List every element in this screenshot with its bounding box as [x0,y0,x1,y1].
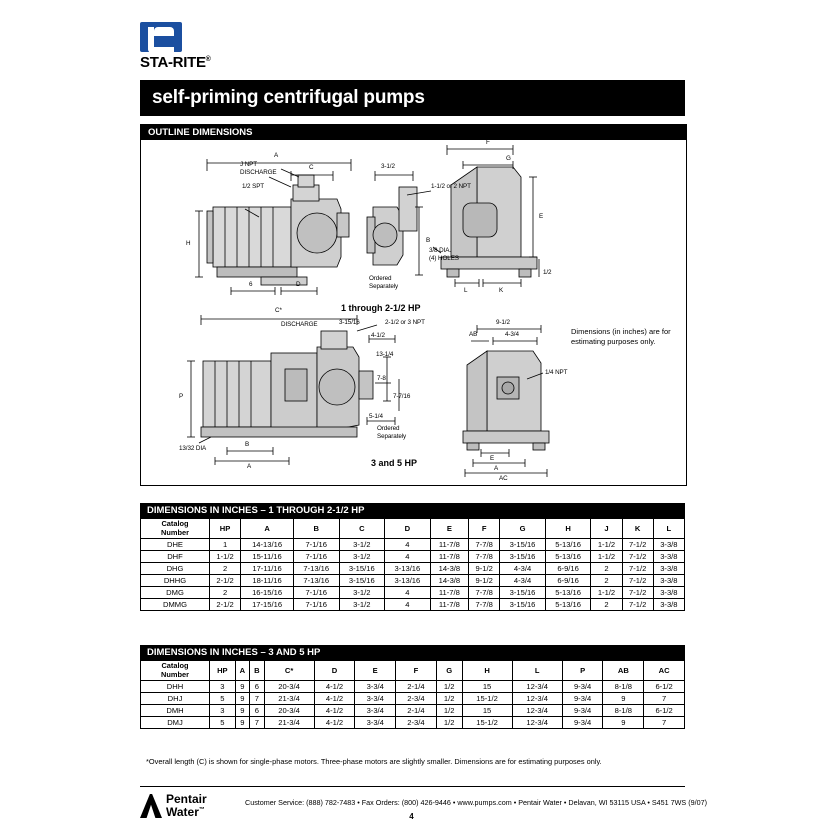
table-cell: 7-1/2 [622,575,653,587]
table-cell: 20-3/4 [264,705,314,717]
table-cell: 15 [462,705,512,717]
table-row [141,693,685,705]
dimensions-table-1 [140,518,685,611]
table-cell: 2-3/4 [396,717,437,729]
table-cell: 1/2 [436,681,462,693]
label-13-32-dia: 13/32 DIA [179,445,207,452]
table-cell: 4 [385,539,431,551]
table-cell: 7-1/2 [622,539,653,551]
dim-label-c-star: C* [275,307,282,314]
table-cell: 16-15/16 [241,587,294,599]
table-cell: 17-11/16 [241,563,294,575]
table-cell: 3-1/2 [339,539,385,551]
table-cell: 2 [210,563,241,575]
col-header-ac: AC [644,661,685,681]
table-row [141,599,685,611]
table-cell: 3-15/16 [500,587,546,599]
table-cell: 4-1/2 [314,681,355,693]
table-cell: 9 [235,681,249,693]
label-j-npt-discharge: J NPT DISCHARGE [240,161,277,176]
table-cell: 9-3/4 [562,681,603,693]
col-header-hp: HP [210,519,241,539]
table-cell: 4-1/2 [314,705,355,717]
table-cell: 8-1/8 [603,705,644,717]
table-cell: 14-3/8 [430,563,468,575]
table-cell: 15-1/2 [462,717,512,729]
table-cell: 15 [462,681,512,693]
table-cell: 3-3/8 [653,575,684,587]
table-cell: 7-1/16 [293,587,339,599]
table-cell: 3-3/4 [355,705,396,717]
table-cell: 9-3/4 [562,693,603,705]
table-cell: 6-9/16 [545,575,591,587]
table-cell: 17-15/16 [241,599,294,611]
table-cell: 7 [250,693,264,705]
table-cell: 1/2 [436,705,462,717]
table-cell: 9 [235,705,249,717]
col-header-catalog-number: Catalog Number [141,661,210,681]
table-cell: 7 [644,717,685,729]
table-cell: 15-1/2 [462,693,512,705]
table-cell: 5-13/16 [545,587,591,599]
table-cell: 9 [235,693,249,705]
cell-catalog-number: DHF [141,551,210,563]
cell-catalog-number: DHE [141,539,210,551]
table-cell: 2 [210,587,241,599]
table-cell: 9-3/4 [562,717,603,729]
table-cell: 4-1/2 [314,693,355,705]
col-header-c-: C* [264,661,314,681]
col-header-ab: AB [603,661,644,681]
table-cell: 3-13/16 [385,575,431,587]
table-cell: 7-1/2 [622,599,653,611]
table-cell: 9 [603,717,644,729]
table-cell: 21-3/4 [264,693,314,705]
table-cell: 3-3/8 [653,563,684,575]
table-cell: 7-7/8 [469,587,500,599]
footer-contact-info: Customer Service: (888) 782-7483 • Fax Orders: (800) 426-9446 • www.pumps.com • Pentair Water • Delavan, WI 53115 USA • S451 7WS (9/07) [245,798,707,807]
col-header-j: J [591,519,622,539]
label-2-1-2-or-3-npt: 2-1/2 or 3 NPT [385,319,425,326]
cell-catalog-number: DMJ [141,717,210,729]
table-header-row [141,519,685,539]
table-cell: 11-7/8 [430,587,468,599]
table-cell: 7-1/16 [293,551,339,563]
col-header-e: E [430,519,468,539]
page-number: 4 [409,812,414,821]
table-cell: 5-13/16 [545,599,591,611]
col-header-catalog-number: Catalog Number [141,519,210,539]
figure-caption-bottom: 3 and 5 HP [371,458,418,468]
dim-label-6: 6 [249,281,253,288]
dim-label-7-7-16: 7-7/16 [393,393,411,400]
table-cell: 6 [250,705,264,717]
table-cell: 7-1/16 [293,599,339,611]
label-3-8-dia-4-holes: 3/8 DIA. (4) HOLES [429,247,459,262]
page-title: self-priming centrifugal pumps [152,87,425,108]
table-cell: 3-3/8 [653,599,684,611]
table-cell: 9 [235,717,249,729]
table-cell: 4-3/4 [500,563,546,575]
col-header-d: D [314,661,355,681]
table-cell: 5-13/16 [545,551,591,563]
dim-label-d-top: D [296,281,301,288]
table-cell: 4-3/4 [500,575,546,587]
table-cell: 4 [385,551,431,563]
table-cell: 3-1/2 [339,599,385,611]
table-cell: 4 [385,599,431,611]
label-half-spt: 1/2 SPT [242,183,265,190]
col-header-l: L [653,519,684,539]
footer-divider [140,786,685,787]
col-header-h: H [462,661,512,681]
cell-catalog-number: DHH [141,681,210,693]
table-cell: 9-1/2 [469,563,500,575]
table-cell: 5-13/16 [545,539,591,551]
pentair-line-2: Water [166,804,199,819]
table-cell: 7-1/2 [622,587,653,599]
dim-label-ac: AC [499,475,508,482]
dim-label-p: P [179,393,184,400]
dim-label-7-8: 7-8 [377,375,386,382]
dim-label-k-top: K [499,287,504,294]
table-cell: 2-1/4 [396,705,437,717]
logo-wordmark: STA-RITE [140,54,206,71]
table-row [141,587,685,599]
dimensions-table-2-title: DIMENSIONS IN INCHES – 3 AND 5 HP [140,645,685,660]
dimensions-table-2-section [140,645,685,729]
dim-label-g-top: G [506,155,511,162]
table-cell: 3-1/2 [339,587,385,599]
table-cell: 6-1/2 [644,705,685,717]
dim-label-a-bottom: A [247,463,252,470]
col-header-e: E [355,661,396,681]
table-cell: 14-13/16 [241,539,294,551]
table-cell: 3-13/16 [385,563,431,575]
dimensions-table-2 [140,660,685,729]
table-cell: 3-15/16 [339,575,385,587]
col-header-h: H [545,519,591,539]
dim-label-a-top: A [274,152,279,159]
table-cell: 7-1/16 [293,539,339,551]
sta-rite-logo-text [140,54,211,71]
label-ordered-separately-bottom: Ordered Separately [377,425,407,440]
table-row [141,551,685,563]
col-header-f: F [396,661,437,681]
table-cell: 12-3/4 [512,705,562,717]
dimensions-table-1-section [140,503,685,611]
sta-rite-logo [140,22,260,70]
sta-rite-logo-mark [140,22,182,52]
logo-registered-mark: ® [205,56,211,63]
dim-label-c-top: C [309,164,314,171]
dim-label-ab: AB [469,331,478,338]
table-cell: 5 [210,693,236,705]
table-cell: 3-15/16 [500,599,546,611]
table-row [141,575,685,587]
table-cell: 7-1/2 [622,551,653,563]
dim-label-a-bottom-right: A [494,465,499,472]
dim-label-h-top: H [186,240,191,247]
table-cell: 12-3/4 [512,681,562,693]
col-header-g: G [436,661,462,681]
table-cell: 1-1/2 [591,587,622,599]
table-cell: 7-13/16 [293,563,339,575]
dim-label-13-1-4: 13-1/4 [376,351,394,358]
table-cell: 1-1/2 [591,539,622,551]
label-discharge-bottom: DISCHARGE [281,321,318,328]
table-cell: 20-3/4 [264,681,314,693]
dimensions-table-1-title: DIMENSIONS IN INCHES – 1 THROUGH 2-1/2 HP [140,503,685,518]
outline-dimensions-header-label: OUTLINE DIMENSIONS [148,127,253,138]
table-cell: 5 [210,717,236,729]
col-header-k: K [622,519,653,539]
table-cell: 7-1/2 [622,563,653,575]
table-cell: 21-3/4 [264,717,314,729]
table-cell: 6 [250,681,264,693]
dim-label-b-top: B [426,237,431,244]
table-cell: 7-7/8 [469,599,500,611]
table-cell: 3-15/16 [339,563,385,575]
dim-label-f-top: F [486,139,490,146]
table-cell: 1/2 [436,693,462,705]
dim-label-4-1-2: 4-1/2 [371,332,385,339]
cell-catalog-number: DMG [141,587,210,599]
table-cell: 4-1/2 [314,717,355,729]
table-cell: 11-7/8 [430,599,468,611]
table-cell: 9-1/2 [469,575,500,587]
col-header-c: C [339,519,385,539]
table-cell: 2 [591,575,622,587]
table-cell: 2-1/4 [396,681,437,693]
table-cell: 1-1/2 [591,551,622,563]
table-cell: 12-3/4 [512,693,562,705]
table-cell: 2-3/4 [396,693,437,705]
table-cell: 1 [210,539,241,551]
table-cell: 3-3/8 [653,587,684,599]
table-cell: 9-3/4 [562,705,603,717]
table-cell: 11-7/8 [430,539,468,551]
table-cell: 2-1/2 [210,575,241,587]
dim-label-3-15-16: 3-15/16 [339,319,360,326]
table-cell: 3-3/4 [355,693,396,705]
col-header-a: A [235,661,249,681]
table-row [141,705,685,717]
table-cell: 3-3/8 [653,551,684,563]
table-cell: 8-1/8 [603,681,644,693]
dim-label-9-1-2: 9-1/2 [496,319,510,326]
table-cell: 15-11/16 [241,551,294,563]
table-cell: 3 [210,705,236,717]
dim-label-3-1-2: 3-1/2 [381,163,395,170]
col-header-hp: HP [210,661,236,681]
table-cell: 1/2 [436,717,462,729]
table-row [141,717,685,729]
table-cell: 7 [250,717,264,729]
table-cell: 7-7/8 [469,551,500,563]
table-row [141,563,685,575]
table-cell: 2 [591,599,622,611]
table-cell: 3-3/4 [355,717,396,729]
col-header-b: B [293,519,339,539]
table-cell: 6-1/2 [644,681,685,693]
col-header-l: L [512,661,562,681]
table-cell: 18-11/16 [241,575,294,587]
table-footnote: *Overall length (C) is shown for single-phase motors. Three-phase motors are slightly smaller. Dimensions are for estimating purposes only. [146,757,602,766]
page-title-bar [140,80,685,116]
col-header-d: D [385,519,431,539]
table-cell: 11-7/8 [430,551,468,563]
cell-catalog-number: DHJ [141,693,210,705]
label-1-1-2-or-2-npt: 1-1/2 or 2 NPT [431,183,471,190]
table-cell: 3-15/16 [500,551,546,563]
dimensions-note: Dimensions (in inches) are for estimating purposes only. [571,327,671,347]
figure-caption-top: 1 through 2-1/2 HP [341,303,421,313]
dim-label-e-bottom: E [490,455,495,462]
table-cell: 4 [385,587,431,599]
col-header-f: F [469,519,500,539]
cell-catalog-number: DHG [141,563,210,575]
cell-catalog-number: DMH [141,705,210,717]
table-cell: 14-3/8 [430,575,468,587]
dim-label-b-bottom: B [245,441,250,448]
table-cell: 7-13/16 [293,575,339,587]
cell-catalog-number: DMMG [141,599,210,611]
table-cell: 3-3/4 [355,681,396,693]
pentair-line-1: Pentair [166,792,207,806]
table-cell: 1-1/2 [210,551,241,563]
dim-label-half: 1/2 [543,269,552,276]
label-ordered-separately-top: Ordered Separately [369,275,399,290]
pentair-trademark: ™ [198,806,205,813]
table-cell: 12-3/4 [512,717,562,729]
table-cell: 9 [603,693,644,705]
dim-label-e-top: E [539,213,544,220]
table-row [141,681,685,693]
col-header-a: A [241,519,294,539]
col-header-g: G [500,519,546,539]
table-cell: 2 [591,563,622,575]
table-cell: 3-3/8 [653,539,684,551]
table-cell: 2-1/2 [210,599,241,611]
table-cell: 3-15/16 [500,539,546,551]
label-1-4-npt: 1/4 NPT [545,369,568,376]
dim-label-5-1-4: 5-1/4 [369,413,383,420]
outline-dimensions-panel [140,124,687,486]
cell-catalog-number: DHHG [141,575,210,587]
dim-label-l-top: L [464,287,468,294]
table-header-row [141,661,685,681]
col-header-b: B [250,661,264,681]
table-cell: 6-9/16 [545,563,591,575]
table-cell: 3 [210,681,236,693]
table-row [141,539,685,551]
table-cell: 7 [644,693,685,705]
table-cell: 3-1/2 [339,551,385,563]
dim-label-4-3-4: 4-3/4 [505,331,519,338]
table-cell: 7-7/8 [469,539,500,551]
col-header-p: P [562,661,603,681]
